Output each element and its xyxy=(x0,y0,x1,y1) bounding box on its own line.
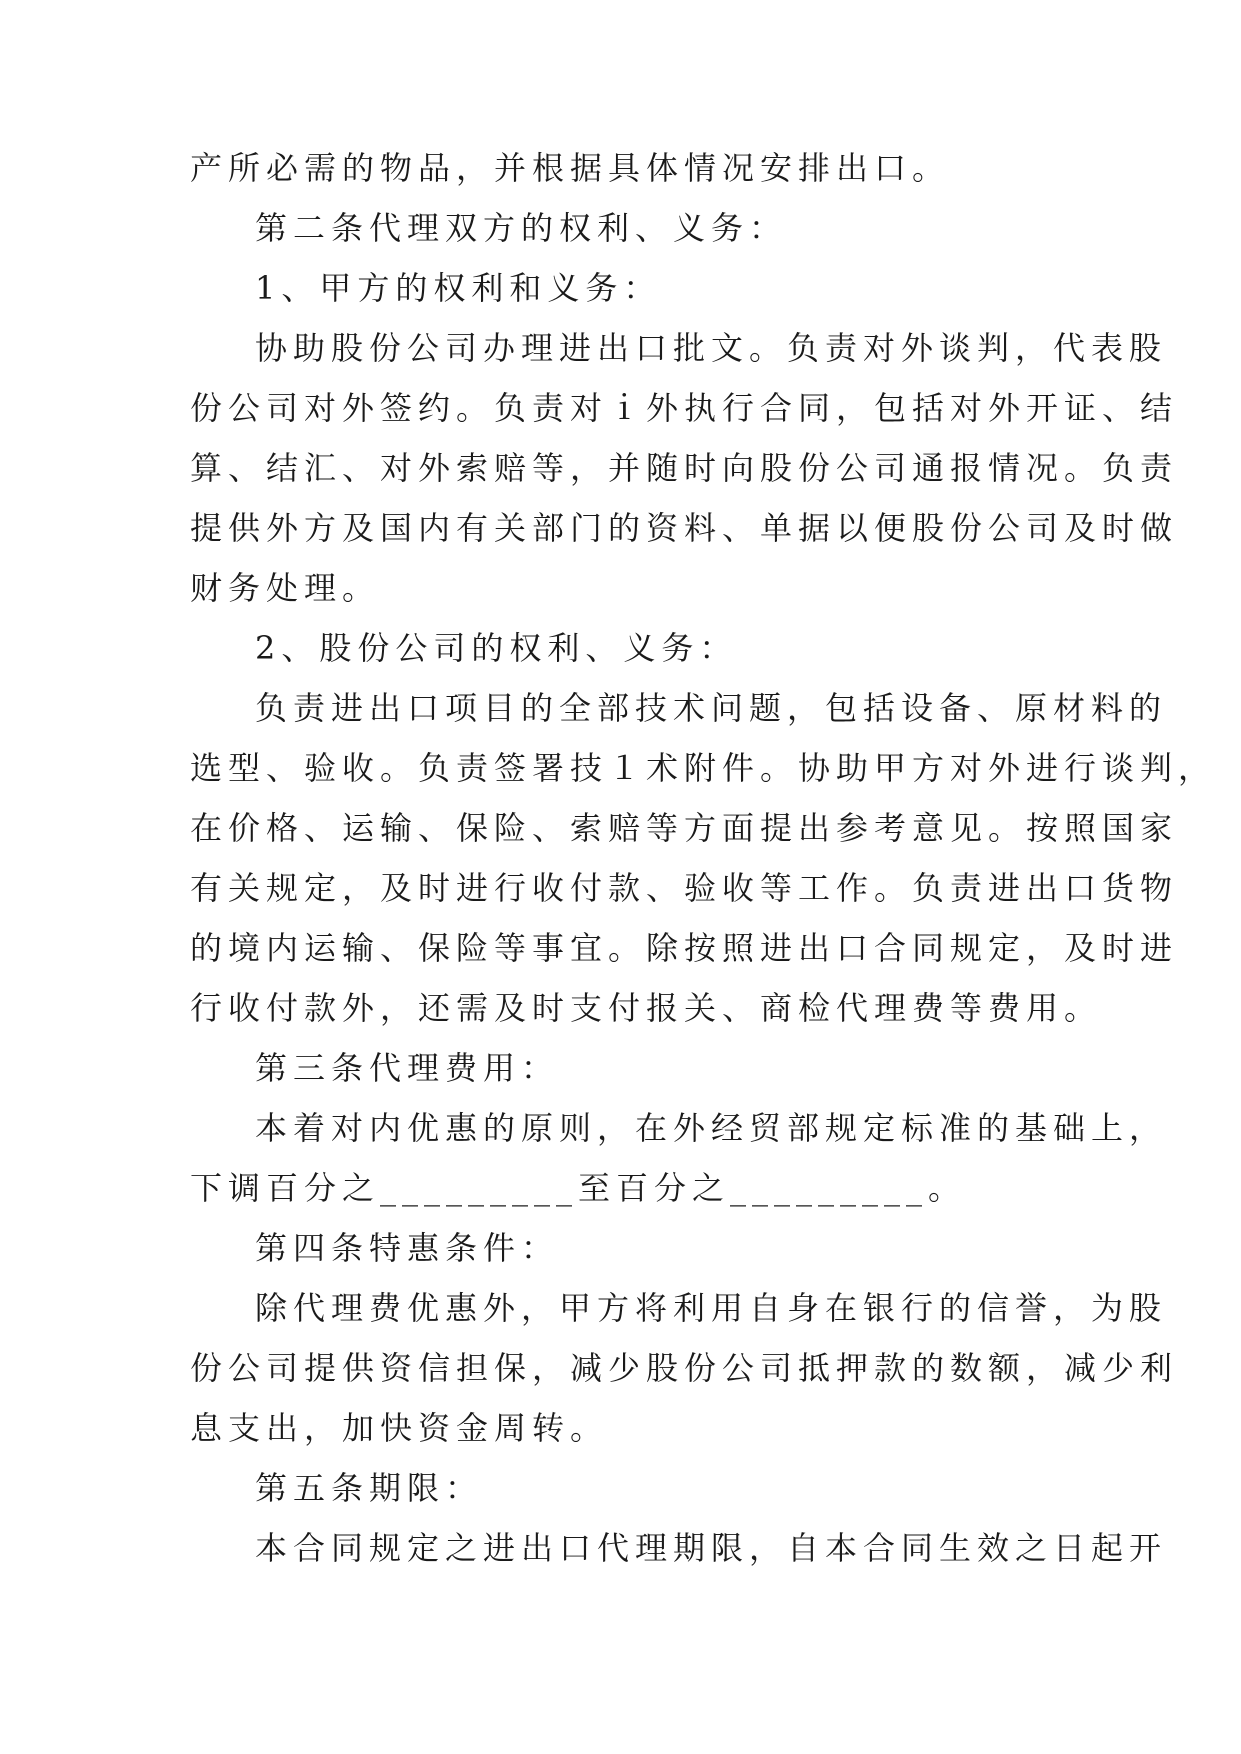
body-text-line: 本着对内优惠的原则，在外经贸部规定标准的基础上， xyxy=(255,1109,1168,1147)
section-heading: 2、股份公司的权利、义务： xyxy=(255,629,738,667)
body-text-line: 份公司提供资信担保，减少股份公司抵押款的数额，减少利 xyxy=(190,1349,1179,1387)
body-text-line: 选型、验收。负责签署技１术附件。协助甲方对外进行谈判， xyxy=(190,749,1217,787)
body-text-line: 财务处理。 xyxy=(190,569,381,607)
body-text-line: 提供外方及国内有关部门的资料、单据以便股份公司及时做 xyxy=(190,509,1179,547)
article-heading: 第四条特惠条件： xyxy=(255,1229,560,1267)
body-text-line: 息支出，加快资金周转。 xyxy=(190,1409,609,1447)
body-text-line: 除代理费优惠外，甲方将利用自身在银行的信誉，为股 xyxy=(255,1289,1168,1327)
article-heading: 第三条代理费用： xyxy=(255,1049,560,1087)
body-text-line: 有关规定，及时进行收付款、验收等工作。负责进出口货物 xyxy=(190,869,1179,907)
body-text-line: 的境内运输、保险等事宜。除按照进出口合同规定，及时进 xyxy=(190,929,1179,967)
body-text-line: 算、结汇、对外索赔等，并随时向股份公司通报情况。负责 xyxy=(190,449,1179,487)
body-text-line: 份公司对外签约。负责对ｉ外执行合同，包括对外开证、结 xyxy=(190,389,1179,427)
body-text-line: 在价格、运输、保险、索赔等方面提出参考意见。按照国家 xyxy=(190,809,1179,847)
body-text-line: 本合同规定之进出口代理期限，自本合同生效之日起开 xyxy=(255,1529,1168,1567)
article-heading: 第二条代理双方的权利、义务： xyxy=(255,209,788,247)
body-text-line: 产所必需的物品，并根据具体情况安排出口。 xyxy=(190,149,951,187)
fill-in-line: 下调百分之_________至百分之_________。 xyxy=(190,1169,967,1207)
body-text-line: 行收付款外，还需及时支付报关、商检代理费等费用。 xyxy=(190,989,1103,1027)
section-heading: 1、甲方的权利和义务： xyxy=(255,269,662,307)
article-heading: 第五条期限： xyxy=(255,1469,484,1507)
body-text-line: 协助股份公司办理进出口批文。负责对外谈判，代表股 xyxy=(255,329,1168,367)
body-text-line: 负责进出口项目的全部技术问题，包括设备、原材料的 xyxy=(255,689,1168,727)
